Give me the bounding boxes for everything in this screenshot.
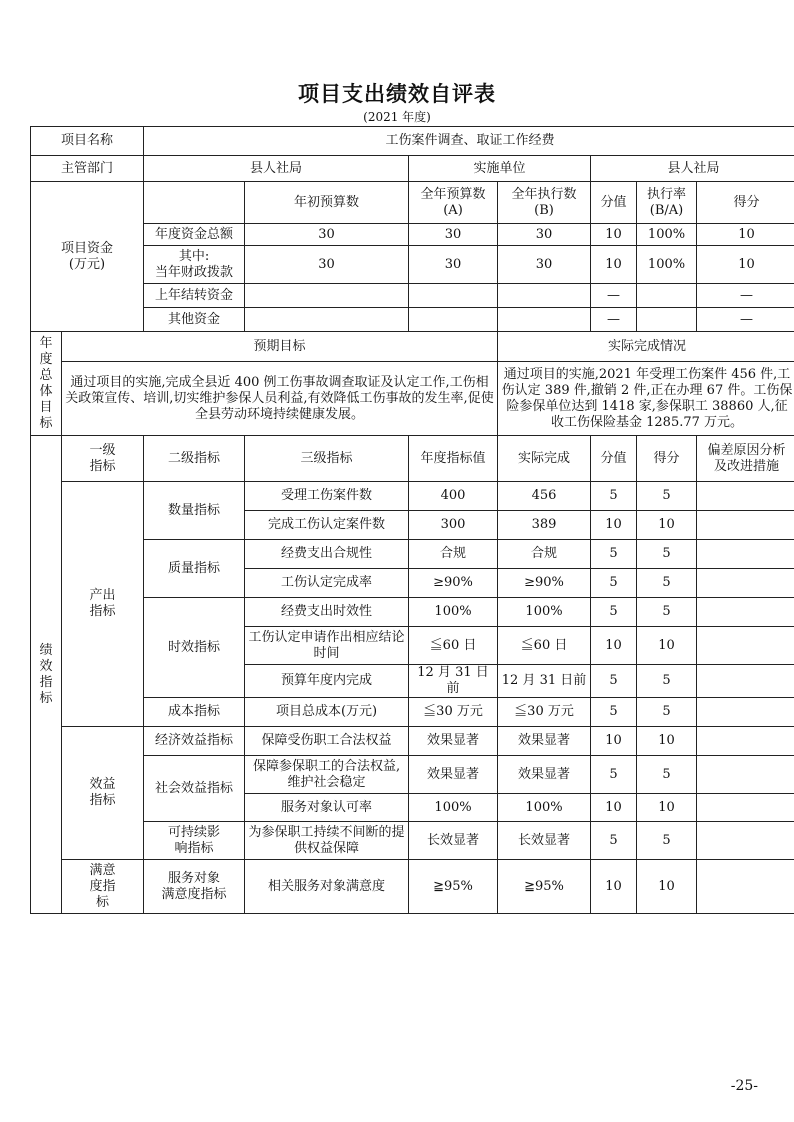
indicator-value: 10 xyxy=(591,511,637,540)
project-name: 工伤案件调查、取证工作经费 xyxy=(144,127,794,156)
header-level1-line2: 指标 xyxy=(89,458,116,474)
indicator-deviation xyxy=(697,627,794,665)
indicator-actual: 效果显著 xyxy=(498,727,591,756)
funds-score: — xyxy=(697,284,794,308)
indicator-target: 长效显著 xyxy=(409,822,498,860)
page-number: -25- xyxy=(730,1078,758,1094)
funds-rate: 100% xyxy=(637,224,697,246)
sustainability-indicator xyxy=(144,822,245,860)
funds-row-label-line2: 当年财政拨款 xyxy=(155,264,234,280)
indicator-name: 经费支出合规性 xyxy=(245,540,409,569)
indicator-deviation xyxy=(697,569,794,598)
indicator-score: 10 xyxy=(637,627,697,665)
indicator-actual: 效果显著 xyxy=(498,756,591,794)
funds-score: — xyxy=(697,308,794,332)
indicator-row xyxy=(31,482,794,511)
indicator-target: 效果显著 xyxy=(409,727,498,756)
header-level1 xyxy=(62,436,144,482)
indicator-name: 受理工伤案件数 xyxy=(245,482,409,511)
satisfaction-indicators-label xyxy=(62,860,144,914)
funds-row-fiscal xyxy=(31,246,794,284)
expected-goals-text: 通过项目的实施,完成全县近 400 例工伤事故调查取证及认定工作,工伤相关政策宣传、培训,切实维护参保人员利益,有效降低工伤事故的发生率,促使全县劳动环境持续健康发展。 xyxy=(62,362,498,436)
indicator-value: 5 xyxy=(591,598,637,627)
indicator-target: 12 月 31 日前 xyxy=(409,665,498,698)
indicator-actual: 389 xyxy=(498,511,591,540)
satisfaction-label-line3: 标 xyxy=(96,894,110,910)
indicators-label-char: 绩 xyxy=(39,642,53,658)
service-satisfaction-line1: 服务对象 xyxy=(168,870,221,886)
page-title: 项目支出绩效自评表 xyxy=(298,81,496,106)
funds-rate xyxy=(637,308,697,332)
output-label-line2: 指标 xyxy=(89,604,116,619)
header-executed xyxy=(498,182,591,224)
indicator-deviation xyxy=(697,540,794,569)
indicator-value: 10 xyxy=(591,794,637,822)
quality-indicator: 质量指标 xyxy=(144,540,245,598)
indicator-value: 10 xyxy=(591,627,637,665)
header-level3: 三级指标 xyxy=(245,436,409,482)
goals-label-char: 度 xyxy=(39,351,53,367)
funds-score: 10 xyxy=(697,246,794,284)
service-satisfaction-indicator xyxy=(144,860,245,914)
report-year: (2021 年度) xyxy=(363,110,431,124)
header-actual: 实际完成 xyxy=(498,436,591,482)
expected-goals-header: 预期目标 xyxy=(62,332,498,362)
indicator-row xyxy=(31,756,794,794)
goals-label-char: 总 xyxy=(39,367,53,383)
department-value: 县人社局 xyxy=(144,156,409,182)
header-score: 得分 xyxy=(637,436,697,482)
indicator-name: 经费支出时效性 xyxy=(245,598,409,627)
indicator-target: ≥90% xyxy=(409,569,498,598)
sustainability-line1: 可持续影 xyxy=(168,824,221,840)
funds-value: 10 xyxy=(591,224,637,246)
header-score-value: 分值 xyxy=(591,182,637,224)
indicator-name: 服务对象认可率 xyxy=(245,794,409,822)
timeliness-indicator: 时效指标 xyxy=(144,598,245,698)
funds-initial: 30 xyxy=(245,246,409,284)
funds-row-total xyxy=(31,224,794,246)
indicator-name: 完成工伤认定案件数 xyxy=(245,511,409,540)
indicator-row xyxy=(31,860,794,914)
funds-value: — xyxy=(591,308,637,332)
annual-goals-label xyxy=(31,332,62,436)
indicator-row xyxy=(31,540,794,569)
header-exec-rate-line2: (B/A) xyxy=(649,202,684,218)
indicator-value: 5 xyxy=(591,482,637,511)
implementer-label: 实施单位 xyxy=(409,156,591,182)
indicator-value: 5 xyxy=(591,569,637,598)
indicator-value: 10 xyxy=(591,727,637,756)
indicator-actual: 456 xyxy=(498,482,591,511)
indicator-score: 5 xyxy=(637,598,697,627)
indicator-deviation xyxy=(697,482,794,511)
indicator-deviation xyxy=(697,698,794,727)
funds-initial xyxy=(245,284,409,308)
indicator-score: 5 xyxy=(637,756,697,794)
funds-row-label: 其他资金 xyxy=(144,308,245,332)
indicator-actual: 长效显著 xyxy=(498,822,591,860)
indicator-actual: ≥90% xyxy=(498,569,591,598)
funds-full: 30 xyxy=(409,246,498,284)
funds-initial xyxy=(245,308,409,332)
header-level1-line1: 一级 xyxy=(89,442,116,458)
indicator-actual: ≦30 万元 xyxy=(498,698,591,727)
indicator-name: 工伤认定申请作出相应结论时间 xyxy=(245,627,409,665)
indicator-target: ≦30 万元 xyxy=(409,698,498,727)
indicator-deviation xyxy=(697,727,794,756)
funds-label-line2: (万元) xyxy=(68,256,106,272)
indicator-target: ≧95% xyxy=(409,860,498,914)
performance-indicators-label xyxy=(31,436,62,914)
indicator-score: 5 xyxy=(637,665,697,698)
funds-score: 10 xyxy=(697,224,794,246)
indicator-deviation xyxy=(697,665,794,698)
goals-label-char: 体 xyxy=(39,383,53,399)
indicator-value: 5 xyxy=(591,756,637,794)
quantity-indicator: 数量指标 xyxy=(144,482,245,540)
funds-full xyxy=(409,284,498,308)
funds-executed xyxy=(498,284,591,308)
header-deviation-line2: 及改进措施 xyxy=(714,458,780,474)
indicator-score: 5 xyxy=(637,822,697,860)
indicator-row xyxy=(31,822,794,860)
header-level2: 二级指标 xyxy=(144,436,245,482)
header-executed-line2: (B) xyxy=(534,202,554,218)
funds-full: 30 xyxy=(409,224,498,246)
indicator-value: 5 xyxy=(591,698,637,727)
indicator-score: 5 xyxy=(637,482,697,511)
funds-row-other xyxy=(31,308,794,332)
header-value: 分值 xyxy=(591,436,637,482)
indicator-name: 保障受伤职工合法权益 xyxy=(245,727,409,756)
indicator-target: ≦60 日 xyxy=(409,627,498,665)
sustainability-line2: 响指标 xyxy=(174,840,214,856)
header-deviation-line1: 偏差原因分析 xyxy=(707,442,786,458)
funds-label xyxy=(31,182,144,332)
funds-value: — xyxy=(591,284,637,308)
header-exec-rate-line1: 执行率 xyxy=(647,186,687,202)
indicator-target: 100% xyxy=(409,794,498,822)
indicator-name: 保障参保职工的合法权益,维护社会稳定 xyxy=(245,756,409,794)
funds-full xyxy=(409,308,498,332)
indicator-deviation xyxy=(697,794,794,822)
indicator-name: 预算年度内完成 xyxy=(245,665,409,698)
goals-label-char: 标 xyxy=(39,415,53,431)
economic-benefit-indicator: 经济效益指标 xyxy=(144,727,245,756)
benefit-label-line2: 指标 xyxy=(89,793,116,808)
indicator-deviation xyxy=(697,511,794,540)
indicator-actual: 100% xyxy=(498,794,591,822)
indicator-actual: ≦60 日 xyxy=(498,627,591,665)
indicator-target: 100% xyxy=(409,598,498,627)
funds-value: 10 xyxy=(591,246,637,284)
project-name-label: 项目名称 xyxy=(31,127,144,156)
goals-label-char: 目 xyxy=(39,399,53,415)
satisfaction-label-line2: 度指 xyxy=(89,878,116,894)
indicator-row xyxy=(31,698,794,727)
indicator-name: 相关服务对象满意度 xyxy=(245,860,409,914)
indicator-name: 项目总成本(万元) xyxy=(245,698,409,727)
header-score: 得分 xyxy=(697,182,794,224)
funds-row-label xyxy=(144,246,245,284)
indicator-score: 10 xyxy=(637,860,697,914)
benefit-label-line1: 效益 xyxy=(89,777,116,792)
self-evaluation-table xyxy=(30,126,794,914)
funds-row-label-line1: 其中: xyxy=(178,248,210,264)
indicator-target: 300 xyxy=(409,511,498,540)
indicator-name: 为参保职工持续不间断的提供权益保障 xyxy=(245,822,409,860)
social-benefit-indicator: 社会效益指标 xyxy=(144,756,245,822)
indicators-label-char: 指 xyxy=(39,674,53,690)
benefit-indicators-label xyxy=(62,727,144,860)
funds-row-label: 年度资金总额 xyxy=(144,224,245,246)
output-label-line1: 产出 xyxy=(89,588,116,603)
indicators-label-char: 效 xyxy=(39,658,53,674)
funds-executed xyxy=(498,308,591,332)
indicator-score: 5 xyxy=(637,698,697,727)
indicator-target: 400 xyxy=(409,482,498,511)
indicator-actual: ≧95% xyxy=(498,860,591,914)
funds-rate: 100% xyxy=(637,246,697,284)
indicators-label-char: 标 xyxy=(39,690,53,706)
funds-label-line1: 项目资金 xyxy=(61,240,114,256)
header-target: 年度指标值 xyxy=(409,436,498,482)
implementer-value: 县人社局 xyxy=(591,156,794,182)
funds-row-label: 上年结转资金 xyxy=(144,284,245,308)
indicator-value: 10 xyxy=(591,860,637,914)
funds-executed: 30 xyxy=(498,246,591,284)
funds-row-carryover xyxy=(31,284,794,308)
header-initial-budget: 年初预算数 xyxy=(245,182,409,224)
goals-label-char: 年 xyxy=(39,335,53,351)
actual-completion-header: 实际完成情况 xyxy=(498,332,794,362)
indicator-name: 工伤认定完成率 xyxy=(245,569,409,598)
indicator-actual: 12 月 31 日前 xyxy=(498,665,591,698)
indicator-actual: 合规 xyxy=(498,540,591,569)
indicator-row xyxy=(31,598,794,627)
indicator-value: 5 xyxy=(591,665,637,698)
indicator-deviation xyxy=(697,756,794,794)
service-satisfaction-line2: 满意度指标 xyxy=(161,886,227,902)
funds-executed: 30 xyxy=(498,224,591,246)
indicator-score: 10 xyxy=(637,727,697,756)
satisfaction-label-line1: 满意 xyxy=(89,862,116,878)
indicator-target: 合规 xyxy=(409,540,498,569)
funds-initial: 30 xyxy=(245,224,409,246)
header-full-budget-line1: 全年预算数 xyxy=(420,186,486,202)
indicator-deviation xyxy=(697,822,794,860)
header-full-budget xyxy=(409,182,498,224)
header-exec-rate xyxy=(637,182,697,224)
indicator-score: 10 xyxy=(637,794,697,822)
indicator-deviation xyxy=(697,860,794,914)
indicator-score: 5 xyxy=(637,540,697,569)
indicator-value: 5 xyxy=(591,540,637,569)
output-indicators-label xyxy=(62,482,144,727)
indicator-row xyxy=(31,727,794,756)
header-deviation xyxy=(697,436,794,482)
indicator-score: 5 xyxy=(637,569,697,598)
funds-rate xyxy=(637,284,697,308)
indicator-score: 10 xyxy=(637,511,697,540)
indicator-deviation xyxy=(697,598,794,627)
actual-completion-text: 通过项目的实施,2021 年受理工伤案件 456 件,工伤认定 389 件,撤销 2 件,正在办理 67 件。工伤保险参保单位达到 1418 家,参保职工 38860 人,征收工伤保险基金 1285.77 万元。 xyxy=(498,362,794,436)
cost-indicator: 成本指标 xyxy=(144,698,245,727)
department-label: 主管部门 xyxy=(31,156,144,182)
indicator-target: 效果显著 xyxy=(409,756,498,794)
funds-header-blank xyxy=(144,182,245,224)
indicator-actual: 100% xyxy=(498,598,591,627)
header-full-budget-line2: (A) xyxy=(443,202,463,218)
header-executed-line1: 全年执行数 xyxy=(511,186,577,202)
indicator-value: 5 xyxy=(591,822,637,860)
